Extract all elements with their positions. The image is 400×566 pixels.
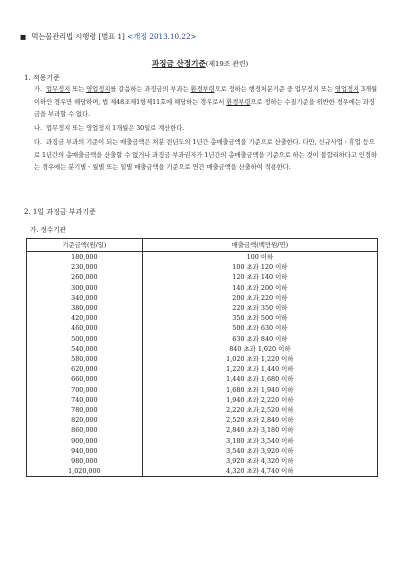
sales-amount-cell: 100 이하 bbox=[142, 252, 377, 263]
sales-amount-cell: 2,220 초과 2,520 이하 bbox=[142, 405, 377, 415]
table-row bbox=[27, 283, 378, 293]
table-row bbox=[27, 456, 378, 466]
base-amount-cell: 180,000 bbox=[27, 252, 143, 263]
table-row bbox=[27, 405, 378, 415]
sales-amount-cell: 220 초과 350 이하 bbox=[142, 303, 377, 313]
table-row bbox=[27, 252, 378, 263]
column-header-sales-amount: 매출금액(백만원/연) bbox=[142, 239, 377, 252]
table-body bbox=[27, 252, 378, 477]
table-row bbox=[27, 395, 378, 405]
base-amount-cell: 300,000 bbox=[27, 283, 143, 293]
base-amount-cell: 820,000 bbox=[27, 415, 143, 425]
table-row bbox=[27, 354, 378, 364]
title-main: 과징금 산정기준 bbox=[151, 59, 206, 68]
base-amount-cell: 420,000 bbox=[27, 313, 143, 323]
sales-amount-cell: 500 초과 630 이하 bbox=[142, 323, 377, 333]
sales-amount-cell: 1,220 초과 1,440 이하 bbox=[142, 364, 377, 374]
table-row bbox=[27, 262, 378, 272]
table-row bbox=[27, 313, 378, 323]
sales-amount-cell: 3,920 초과 4,320 이하 bbox=[142, 456, 377, 466]
table-row bbox=[27, 415, 378, 425]
table-row bbox=[27, 385, 378, 395]
document-title bbox=[0, 58, 400, 69]
sales-amount-cell: 120 초과 140 이하 bbox=[142, 272, 377, 282]
section-2-subheading: 가. 정수기관 bbox=[30, 226, 67, 234]
base-amount-cell: 660,000 bbox=[27, 374, 143, 384]
base-amount-cell: 540,000 bbox=[27, 344, 143, 354]
base-amount-cell: 940,000 bbox=[27, 446, 143, 456]
header-bullet: ■ bbox=[20, 33, 27, 41]
section-1-item-c: 다. 과징금 부과의 기준이 되는 매출금액은 처분 전년도의 1년간 총매출금액을 기준으로 산출한다. 다만, 신규사업ㆍ휴업 등으로 1년간의 총매출금액을 산출할 수 없거나 과징금 부과권자가 1년간의 총매출금액을 기준으로 하는 것이 불합리하다고 인정하는 경우에는 분기별ㆍ월별 또는 일별 매출금액을 기준으로 연간 매출금액을 산출하여 적용한다. bbox=[34, 139, 377, 172]
sales-amount-cell: 630 초과 840 이하 bbox=[142, 334, 377, 344]
base-amount-cell: 260,000 bbox=[27, 272, 143, 282]
table-header-row bbox=[27, 239, 378, 252]
base-amount-cell: 700,000 bbox=[27, 385, 143, 395]
table-row bbox=[27, 436, 378, 446]
table-row bbox=[27, 364, 378, 374]
amendment-note: <개정 2013.10.22> bbox=[127, 32, 197, 41]
table-row bbox=[27, 323, 378, 333]
table-row bbox=[27, 272, 378, 282]
sales-amount-cell: 1,440 초과 1,680 이하 bbox=[142, 374, 377, 384]
base-amount-cell: 380,000 bbox=[27, 303, 143, 313]
sales-amount-cell: 200 초과 220 이하 bbox=[142, 293, 377, 303]
sales-amount-cell: 1,680 초과 1,940 이하 bbox=[142, 385, 377, 395]
sales-amount-cell: 140 초과 200 이하 bbox=[142, 283, 377, 293]
sales-amount-cell: 3,180 초과 3,540 이하 bbox=[142, 436, 377, 446]
base-amount-cell: 860,000 bbox=[27, 425, 143, 435]
sales-amount-cell: 4,320 초과 4,740 이하 bbox=[142, 466, 377, 477]
base-amount-cell: 620,000 bbox=[27, 364, 143, 374]
base-amount-cell: 340,000 bbox=[27, 293, 143, 303]
section-1-item-a: 가. 업무정지 또는 영업정지를 갈음하는 과징금의 부과는 환경부령으로 정하는 행정처분기준 중 업무정지 또는 영업정지 3개월 이하인 경우만 해당하며, 법 제48조제1항제11호에 해당하는 경우로서 환경부령으로 정하는 수질기준을 위반한 경우에는 과징금을 부과할 수 없다. bbox=[34, 86, 378, 119]
header-text: 먹는물관리법 시행령 [별표 1] bbox=[31, 32, 125, 41]
base-amount-cell: 780,000 bbox=[27, 405, 143, 415]
table-row bbox=[27, 293, 378, 303]
table-row bbox=[27, 344, 378, 354]
table-row bbox=[27, 425, 378, 435]
base-amount-cell: 740,000 bbox=[27, 395, 143, 405]
base-amount-cell: 980,000 bbox=[27, 456, 143, 466]
table-row bbox=[27, 446, 378, 456]
table-row bbox=[27, 334, 378, 344]
base-amount-cell: 500,000 bbox=[27, 334, 143, 344]
sales-amount-cell: 840 초과 1,020 이하 bbox=[142, 344, 377, 354]
sales-amount-cell: 100 초과 120 이하 bbox=[142, 262, 377, 272]
sales-amount-cell: 1,020 초과 1,220 이하 bbox=[142, 354, 377, 364]
column-header-base-amount: 기준금액(원/일) bbox=[27, 239, 143, 252]
sales-amount-cell: 3,540 초과 3,920 이하 bbox=[142, 446, 377, 456]
sales-amount-cell: 2,840 초과 3,180 이하 bbox=[142, 425, 377, 435]
base-amount-cell: 580,000 bbox=[27, 354, 143, 364]
section-1-item-b: 나. 업무정지 또는 영업정지 1개월은 30일로 계산한다. bbox=[34, 125, 185, 132]
section-1-heading: 1. 적용기준 bbox=[24, 74, 60, 82]
base-amount-cell: 460,000 bbox=[27, 323, 143, 333]
base-amount-cell: 230,000 bbox=[27, 262, 143, 272]
sales-amount-cell: 350 초과 500 이하 bbox=[142, 313, 377, 323]
base-amount-cell: 900,000 bbox=[27, 436, 143, 446]
table-row bbox=[27, 466, 378, 477]
title-sub: (제19조 관련) bbox=[205, 60, 249, 68]
document-header bbox=[20, 32, 390, 42]
table-row bbox=[27, 303, 378, 313]
sales-amount-cell: 2,520 초과 2,840 이하 bbox=[142, 415, 377, 425]
sales-amount-cell: 1,940 초과 2,220 이하 bbox=[142, 395, 377, 405]
table-row bbox=[27, 374, 378, 384]
penalty-fee-table bbox=[26, 238, 378, 477]
section-2-heading: 2. 1일 과징금 부과기준 bbox=[24, 208, 96, 216]
base-amount-cell: 1,020,000 bbox=[27, 466, 143, 477]
